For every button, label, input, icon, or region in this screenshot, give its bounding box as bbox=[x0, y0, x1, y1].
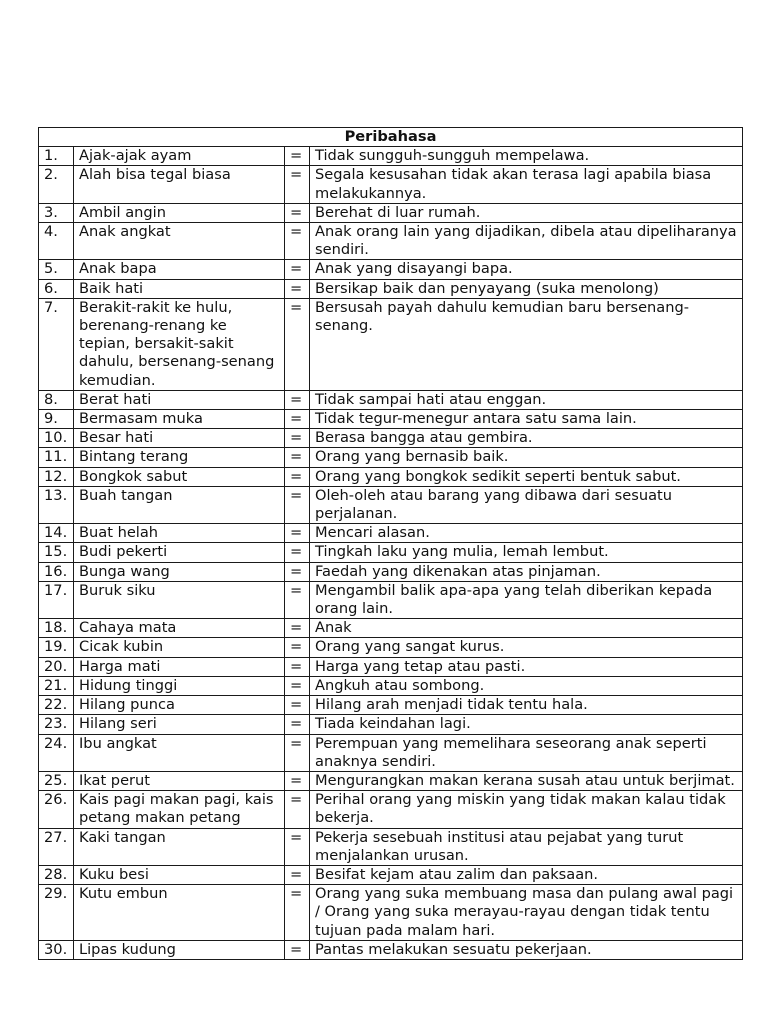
row-number: 19. bbox=[39, 638, 74, 657]
peribahasa-meaning: Mengambil balik apa-apa yang telah diberikan kepada orang lain. bbox=[310, 581, 743, 618]
peribahasa-meaning: Pekerja sesebuah institusi atau pejabat yang turut menjalankan urusan. bbox=[310, 828, 743, 865]
peribahasa-term: Cahaya mata bbox=[74, 619, 285, 638]
peribahasa-term: Buruk siku bbox=[74, 581, 285, 618]
peribahasa-meaning: Orang yang bernasib baik. bbox=[310, 448, 743, 467]
peribahasa-meaning: Tidak sungguh-sungguh mempelawa. bbox=[310, 147, 743, 166]
row-number: 13. bbox=[39, 486, 74, 523]
row-number: 28. bbox=[39, 865, 74, 884]
peribahasa-meaning: Anak orang lain yang dijadikan, dibela atau dipeliharanya sendiri. bbox=[310, 223, 743, 260]
peribahasa-term: Berakit-rakit ke hulu, berenang-renang ke tepian, bersakit-sakit dahulu, bersenang-senang kemudian. bbox=[74, 298, 285, 390]
peribahasa-meaning: Orang yang suka membuang masa dan pulang awal pagi / Orang yang suka merayau-rayau dengan tidak tentu tujuan pada malam hari. bbox=[310, 885, 743, 941]
table-row bbox=[39, 715, 743, 734]
table-row bbox=[39, 260, 743, 279]
peribahasa-table bbox=[38, 127, 743, 960]
table-row bbox=[39, 223, 743, 260]
peribahasa-term: Baik hati bbox=[74, 279, 285, 298]
peribahasa-term: Harga mati bbox=[74, 657, 285, 676]
table-row bbox=[39, 865, 743, 884]
table-row bbox=[39, 619, 743, 638]
equals-sign: = bbox=[285, 410, 310, 429]
row-number: 7. bbox=[39, 298, 74, 390]
peribahasa-term: Bunga wang bbox=[74, 562, 285, 581]
equals-sign: = bbox=[285, 543, 310, 562]
table-row bbox=[39, 448, 743, 467]
table-row bbox=[39, 486, 743, 523]
row-number: 5. bbox=[39, 260, 74, 279]
row-number: 10. bbox=[39, 429, 74, 448]
equals-sign: = bbox=[285, 486, 310, 523]
peribahasa-term: Buat helah bbox=[74, 524, 285, 543]
peribahasa-term: Budi pekerti bbox=[74, 543, 285, 562]
peribahasa-meaning: Anak yang disayangi bapa. bbox=[310, 260, 743, 279]
table-row bbox=[39, 696, 743, 715]
equals-sign: = bbox=[285, 696, 310, 715]
peribahasa-meaning: Segala kesusahan tidak akan terasa lagi apabila biasa melakukannya. bbox=[310, 166, 743, 203]
row-number: 11. bbox=[39, 448, 74, 467]
equals-sign: = bbox=[285, 223, 310, 260]
row-number: 15. bbox=[39, 543, 74, 562]
row-number: 2. bbox=[39, 166, 74, 203]
table-row bbox=[39, 638, 743, 657]
table-row bbox=[39, 524, 743, 543]
equals-sign: = bbox=[285, 715, 310, 734]
row-number: 20. bbox=[39, 657, 74, 676]
peribahasa-meaning: Besifat kejam atau zalim dan paksaan. bbox=[310, 865, 743, 884]
row-number: 24. bbox=[39, 734, 74, 771]
peribahasa-meaning: Perihal orang yang miskin yang tidak makan kalau tidak bekerja. bbox=[310, 791, 743, 828]
equals-sign: = bbox=[285, 940, 310, 959]
peribahasa-term: Ajak-ajak ayam bbox=[74, 147, 285, 166]
equals-sign: = bbox=[285, 147, 310, 166]
peribahasa-meaning: Oleh-oleh atau barang yang dibawa dari sesuatu perjalanan. bbox=[310, 486, 743, 523]
equals-sign: = bbox=[285, 865, 310, 884]
equals-sign: = bbox=[285, 524, 310, 543]
peribahasa-term: Besar hati bbox=[74, 429, 285, 448]
equals-sign: = bbox=[285, 791, 310, 828]
peribahasa-term: Anak bapa bbox=[74, 260, 285, 279]
peribahasa-meaning: Mengurangkan makan kerana susah atau untuk berjimat. bbox=[310, 771, 743, 790]
peribahasa-meaning: Tidak tegur-menegur antara satu sama lain. bbox=[310, 410, 743, 429]
equals-sign: = bbox=[285, 390, 310, 409]
row-number: 17. bbox=[39, 581, 74, 618]
table-row bbox=[39, 562, 743, 581]
table-row bbox=[39, 791, 743, 828]
equals-sign: = bbox=[285, 581, 310, 618]
peribahasa-meaning: Tingkah laku yang mulia, lemah lembut. bbox=[310, 543, 743, 562]
peribahasa-term: Kutu embun bbox=[74, 885, 285, 941]
table-row bbox=[39, 410, 743, 429]
peribahasa-meaning: Pantas melakukan sesuatu pekerjaan. bbox=[310, 940, 743, 959]
equals-sign: = bbox=[285, 203, 310, 222]
equals-sign: = bbox=[285, 429, 310, 448]
table-body bbox=[39, 147, 743, 960]
peribahasa-term: Ibu angkat bbox=[74, 734, 285, 771]
table-row bbox=[39, 429, 743, 448]
peribahasa-meaning: Faedah yang dikenakan atas pinjaman. bbox=[310, 562, 743, 581]
table-row bbox=[39, 298, 743, 390]
equals-sign: = bbox=[285, 657, 310, 676]
equals-sign: = bbox=[285, 885, 310, 941]
peribahasa-meaning: Perempuan yang memelihara seseorang anak seperti anaknya sendiri. bbox=[310, 734, 743, 771]
equals-sign: = bbox=[285, 638, 310, 657]
row-number: 3. bbox=[39, 203, 74, 222]
peribahasa-meaning: Orang yang sangat kurus. bbox=[310, 638, 743, 657]
peribahasa-term: Kais pagi makan pagi, kais petang makan petang bbox=[74, 791, 285, 828]
peribahasa-term: Kuku besi bbox=[74, 865, 285, 884]
equals-sign: = bbox=[285, 676, 310, 695]
equals-sign: = bbox=[285, 619, 310, 638]
peribahasa-term: Buah tangan bbox=[74, 486, 285, 523]
peribahasa-meaning: Harga yang tetap atau pasti. bbox=[310, 657, 743, 676]
row-number: 6. bbox=[39, 279, 74, 298]
table-row bbox=[39, 166, 743, 203]
peribahasa-term: Alah bisa tegal biasa bbox=[74, 166, 285, 203]
equals-sign: = bbox=[285, 467, 310, 486]
peribahasa-meaning: Hilang arah menjadi tidak tentu hala. bbox=[310, 696, 743, 715]
peribahasa-meaning: Bersusah payah dahulu kemudian baru bersenang-senang. bbox=[310, 298, 743, 390]
peribahasa-term: Hidung tinggi bbox=[74, 676, 285, 695]
peribahasa-meaning: Bersikap baik dan penyayang (suka menolong) bbox=[310, 279, 743, 298]
peribahasa-term: Hilang seri bbox=[74, 715, 285, 734]
peribahasa-meaning: Orang yang bongkok sedikit seperti bentuk sabut. bbox=[310, 467, 743, 486]
peribahasa-term: Ikat perut bbox=[74, 771, 285, 790]
table-row bbox=[39, 940, 743, 959]
equals-sign: = bbox=[285, 734, 310, 771]
table-row bbox=[39, 771, 743, 790]
row-number: 25. bbox=[39, 771, 74, 790]
row-number: 4. bbox=[39, 223, 74, 260]
table-row bbox=[39, 203, 743, 222]
equals-sign: = bbox=[285, 298, 310, 390]
table-row bbox=[39, 581, 743, 618]
row-number: 22. bbox=[39, 696, 74, 715]
peribahasa-meaning: Anak bbox=[310, 619, 743, 638]
peribahasa-term: Berat hati bbox=[74, 390, 285, 409]
peribahasa-term: Bermasam muka bbox=[74, 410, 285, 429]
table-row bbox=[39, 885, 743, 941]
table-row bbox=[39, 734, 743, 771]
row-number: 12. bbox=[39, 467, 74, 486]
table-row bbox=[39, 676, 743, 695]
peribahasa-meaning: Tidak sampai hati atau enggan. bbox=[310, 390, 743, 409]
peribahasa-meaning: Mencari alasan. bbox=[310, 524, 743, 543]
equals-sign: = bbox=[285, 562, 310, 581]
row-number: 14. bbox=[39, 524, 74, 543]
peribahasa-term: Lipas kudung bbox=[74, 940, 285, 959]
equals-sign: = bbox=[285, 448, 310, 467]
peribahasa-meaning: Tiada keindahan lagi. bbox=[310, 715, 743, 734]
peribahasa-term: Kaki tangan bbox=[74, 828, 285, 865]
row-number: 26. bbox=[39, 791, 74, 828]
row-number: 29. bbox=[39, 885, 74, 941]
peribahasa-term: Bongkok sabut bbox=[74, 467, 285, 486]
table-row bbox=[39, 147, 743, 166]
peribahasa-meaning: Berehat di luar rumah. bbox=[310, 203, 743, 222]
row-number: 16. bbox=[39, 562, 74, 581]
equals-sign: = bbox=[285, 166, 310, 203]
row-number: 9. bbox=[39, 410, 74, 429]
row-number: 21. bbox=[39, 676, 74, 695]
row-number: 18. bbox=[39, 619, 74, 638]
row-number: 23. bbox=[39, 715, 74, 734]
table-title: Peribahasa bbox=[39, 128, 743, 147]
row-number: 27. bbox=[39, 828, 74, 865]
equals-sign: = bbox=[285, 771, 310, 790]
peribahasa-term: Anak angkat bbox=[74, 223, 285, 260]
equals-sign: = bbox=[285, 260, 310, 279]
row-number: 1. bbox=[39, 147, 74, 166]
peribahasa-meaning: Berasa bangga atau gembira. bbox=[310, 429, 743, 448]
table-row bbox=[39, 467, 743, 486]
table-header-row bbox=[39, 128, 743, 147]
row-number: 8. bbox=[39, 390, 74, 409]
table-row bbox=[39, 279, 743, 298]
row-number: 30. bbox=[39, 940, 74, 959]
equals-sign: = bbox=[285, 828, 310, 865]
table-row bbox=[39, 657, 743, 676]
peribahasa-term: Bintang terang bbox=[74, 448, 285, 467]
peribahasa-term: Ambil angin bbox=[74, 203, 285, 222]
table-row bbox=[39, 390, 743, 409]
peribahasa-term: Cicak kubin bbox=[74, 638, 285, 657]
equals-sign: = bbox=[285, 279, 310, 298]
peribahasa-meaning: Angkuh atau sombong. bbox=[310, 676, 743, 695]
table-row bbox=[39, 543, 743, 562]
table-row bbox=[39, 828, 743, 865]
peribahasa-term: Hilang punca bbox=[74, 696, 285, 715]
